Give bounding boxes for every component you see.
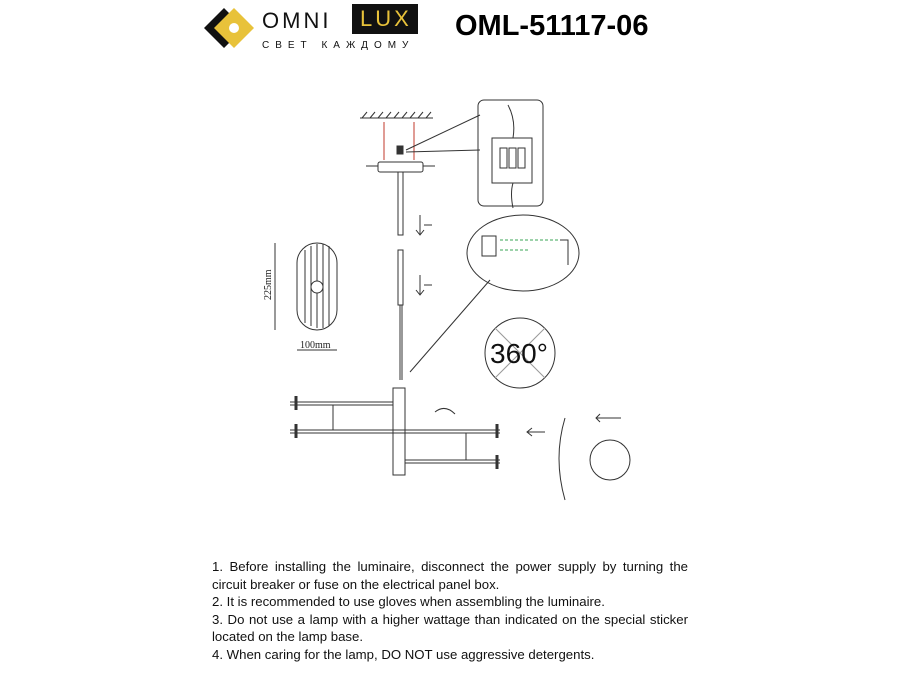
brand-lux: LUX [352, 4, 418, 34]
instruction-1: 1. Before installing the luminaire, disconnect the power supply by turning the circuit breaker or fuse on the electrical panel box. [212, 559, 688, 592]
wiring-inset [478, 100, 543, 208]
brand-tagline: СВЕТ КАЖДОМУ [262, 40, 415, 51]
suspension-rod [398, 172, 432, 380]
instruction-3: 3. Do not use a lamp with a higher wattage than indicated on the special sticker located on the lamp base. [212, 611, 688, 644]
height-dimension: 225mm [263, 269, 274, 300]
model-number: OML-51117-06 [455, 10, 649, 42]
ceiling-mount [360, 112, 480, 172]
rotation-360-icon [485, 318, 555, 388]
instruction-2: 2. It is recommended to use gloves when assembling the luminaire. [212, 594, 605, 609]
brand-omni: OMNI [262, 8, 332, 33]
width-dimension: 100mm [300, 340, 331, 351]
instruction-4: 4. When caring for the lamp, DO NOT use aggressive detergents. [212, 646, 595, 662]
fixture-body [290, 388, 630, 500]
safety-instructions [212, 558, 688, 663]
rotation-label: 360° [490, 338, 548, 369]
shade-dimensions [263, 243, 337, 351]
